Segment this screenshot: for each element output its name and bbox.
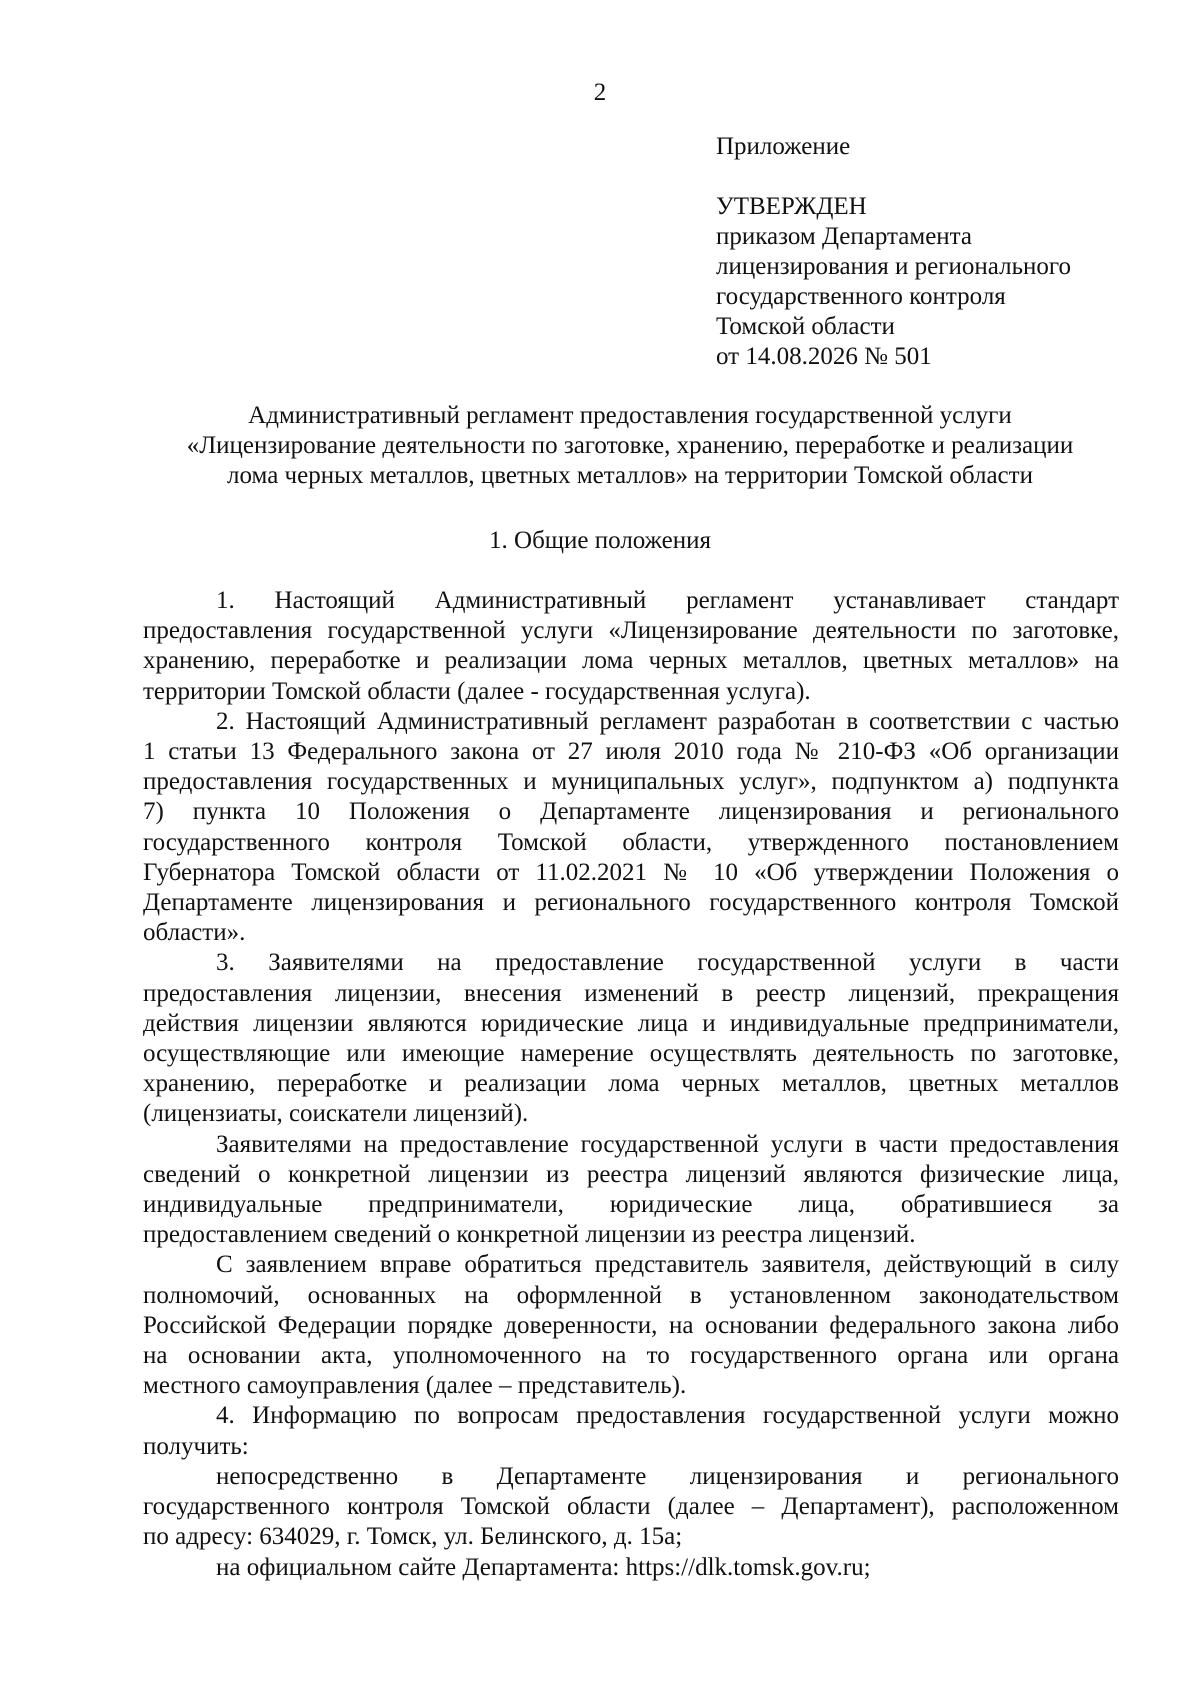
paragraph-line: 3. Заявителями на предоставление государственной услуги в части — [216, 949, 1119, 977]
paragraph-line: хранению, переработке и реализации лома черных металлов, цветных металлов — [143, 1070, 1119, 1098]
document-body — [143, 586, 1119, 1583]
title-line: Административный регламент предоставления государственной услуги — [248, 402, 1012, 429]
paragraph-line: осуществляющие или имеющие намерение осуществлять деятельность по заготовке, — [143, 1040, 1119, 1068]
approval-line: приказом Департамента — [716, 223, 972, 250]
approval-line: УТВЕРЖДЕН — [716, 193, 867, 220]
section-heading: 1. Общие положения — [489, 527, 711, 554]
paragraph — [143, 1401, 1119, 1461]
paragraph-line: предоставления государственной услуги «Лицензирование деятельности по заготовке, — [143, 617, 1119, 645]
paragraph-line: предоставлением сведений о конкретной лицензии из реестра лицензий. — [143, 1221, 916, 1249]
paragraph-line: по адресу: 634029, г. Томск, ул. Белинского, д. 15а; — [143, 1523, 683, 1551]
paragraph-line: получить: — [143, 1432, 249, 1460]
paragraph — [143, 948, 1119, 1129]
paragraph-line: (лицензиаты, соискатели лицензий). — [143, 1100, 529, 1128]
paragraph — [143, 707, 1119, 949]
paragraph-line: Российской Федерации порядке доверенности, на основании федерального закона либо — [143, 1311, 1119, 1339]
paragraph-line: хранению, переработке и реализации лома черных металлов, цветных металлов» на — [143, 647, 1119, 675]
page-number: 2 — [593, 79, 607, 106]
approval-line: Томской области — [716, 313, 895, 340]
paragraph-line: сведений о конкретной лицензии из реестра лицензий являются физические лица, — [143, 1160, 1119, 1188]
paragraph — [143, 586, 1119, 707]
paragraph-line: 1 статьи 13 Федерального закона от 27 июля 2010 года № 210-ФЗ «Об организации — [143, 738, 1119, 766]
paragraph — [143, 1130, 1119, 1251]
paragraph-line: предоставления лицензии, внесения изменений в реестр лицензий, прекращения — [143, 979, 1119, 1007]
approval-line: лицензирования и регионального — [716, 253, 1071, 280]
paragraph-line: местного самоуправления (далее – представитель). — [143, 1372, 687, 1400]
paragraph-line: 1. Настоящий Административный регламент устанавливает стандарт — [216, 587, 1119, 614]
paragraph-line: государственного контроля Томской области, утвержденного постановлением — [143, 828, 1119, 856]
approval-line: государственного контроля — [716, 283, 1006, 310]
paragraph-line: действия лицензии являются юридические лица и индивидуальные предприниматели, — [143, 1009, 1119, 1037]
paragraph-line: полномочий, основанных на оформленной в установленном законодательством — [143, 1281, 1119, 1309]
paragraph-line: 4. Информацию по вопросам предоставления государственной услуги можно — [216, 1402, 1119, 1430]
appendix-label: Приложение — [716, 133, 851, 160]
paragraph-line: Губернатора Томской области от 11.02.2021 № 10 «Об утверждении Положения о — [143, 858, 1119, 886]
paragraph-line: индивидуальные предприниматели, юридические лица, обратившиеся за — [143, 1191, 1119, 1219]
title-line: лома черных металлов, цветных металлов» на территории Томской области — [227, 462, 1033, 489]
paragraph-line: государственного контроля Томской области (далее – Департамент), расположенном — [143, 1493, 1119, 1521]
paragraph-line: области». — [143, 919, 246, 947]
paragraph-line: на официальном сайте Департамента: https://dlk.tomsk.gov.ru; — [216, 1553, 871, 1581]
title-line: «Лицензирование деятельности по заготовке, хранению, переработке и реализации — [186, 432, 1074, 459]
paragraph-line: непосредственно в Департаменте лицензирования и регионального — [216, 1462, 1119, 1490]
paragraph-line: на основании акта, уполномоченного на то государственного органа или органа — [143, 1342, 1119, 1370]
approval-line: от 14.08.2026 № 501 — [716, 343, 932, 370]
paragraph-line: 2. Настоящий Административный регламент разработан в соответствии с частью — [216, 707, 1119, 735]
paragraph — [143, 1553, 1119, 1583]
paragraph — [143, 1462, 1119, 1553]
paragraph-line: С заявлением вправе обратиться представитель заявителя, действующий в силу — [216, 1251, 1119, 1279]
paragraph-line: 7) пункта 10 Положения о Департаменте лицензирования и регионального — [143, 798, 1119, 826]
paragraph-line: территории Томской области (далее - государственная услуга). — [143, 677, 811, 705]
paragraph — [143, 1250, 1119, 1401]
paragraph-line: предоставления государственных и муниципальных услуг», подпунктом а) подпункта — [143, 768, 1119, 796]
paragraph-line: Департаменте лицензирования и регионального государственного контроля Томской — [143, 889, 1119, 917]
approval-block — [716, 132, 1156, 372]
paragraph-line: Заявителями на предоставление государственной услуги в части предоставления — [216, 1130, 1119, 1158]
document-title — [140, 401, 1120, 491]
